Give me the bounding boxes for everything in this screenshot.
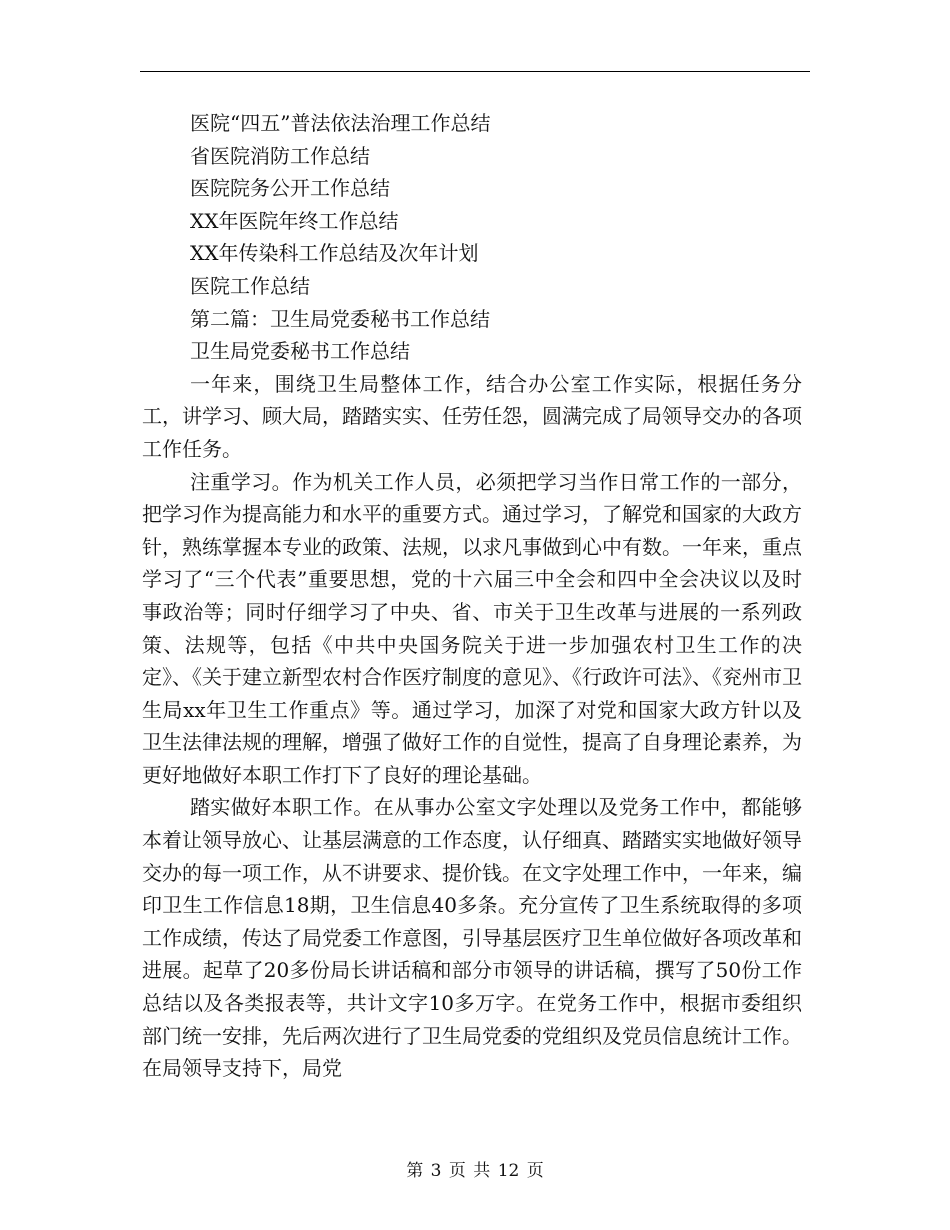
body-paragraph: 踏实做好本职工作。在从事办公室文字处理以及党务工作中，都能够本着让领导放心、让基层满意的工作态度，认仔细真、踏踏实实地做好领导交办的每一项工作，从不讲要求、提价钱。在文字处理工作中，一年来，编印卫生工作信息18期，卫生信息40多条。充分宣传了卫生系统取得的多项工作成绩，传达了局党委工作意图，引导基层医疗卫生单位做好各项改革和进展。起草了20多份局长讲话稿和部分市领导的讲话稿，撰写了50份工作总结以及各类报表等，共计文字10多万字。在党务工作中，根据市委组织部门统一安排，先后两次进行了卫生局党委的党组织及党员信息统计工作。在局领导支持下，局党 (142, 795, 802, 1081)
toc-line: XX年医院年终工作总结 (190, 208, 399, 233)
toc-line: 医院工作总结 (190, 273, 310, 298)
body-paragraph: 一年来，围绕卫生局整体工作，结合办公室工作实际，根据任务分工，讲学习、顾大局，踏踏实实、任劳任怨，圆满完成了局领导交办的各项工作任务。 (142, 371, 802, 461)
header-rule (140, 71, 810, 72)
page-footer: 第 3 页 共 12 页 (406, 1161, 544, 1181)
body-paragraph: 注重学习。作为机关工作人员，必须把学习当作日常工作的一部分，把学习作为提高能力和水平的重要方式。通过学习，了解党和国家的大政方针，熟练掌握本专业的政策、法规，以求凡事做到心中有数。一年来，重点学习了“三个代表”重要思想，党的十六届三中全会和四中全会决议以及时事政治等；同时仔细学习了中央、省、市关于卫生改革与进展的一系列政策、法规等，包括《中共中央国务院关于进一步加强农村卫生工作的决定》、《关于建立新型农村合作医疗制度的意见》、《行政许可法》、《兖州市卫生局xx年卫生工作重点》等。通过学习，加深了对党和国家大政方针以及卫生法律法规的理解，增强了做好工作的自觉性，提高了自身理论素养，为更好地做好本职工作打下了良好的理论基础。 (142, 469, 802, 787)
toc-line: 省医院消防工作总结 (190, 143, 370, 168)
toc-line: 医院院务公开工作总结 (190, 176, 390, 201)
toc-line: 医院“四五”普法依法治理工作总结 (190, 111, 491, 135)
toc-line: XX年传染科工作总结及次年计划 (190, 241, 479, 266)
document-title: 卫生局党委秘书工作总结 (190, 339, 410, 364)
section-heading: 第二篇：卫生局党委秘书工作总结 (190, 306, 490, 331)
document-body (142, 107, 802, 1085)
